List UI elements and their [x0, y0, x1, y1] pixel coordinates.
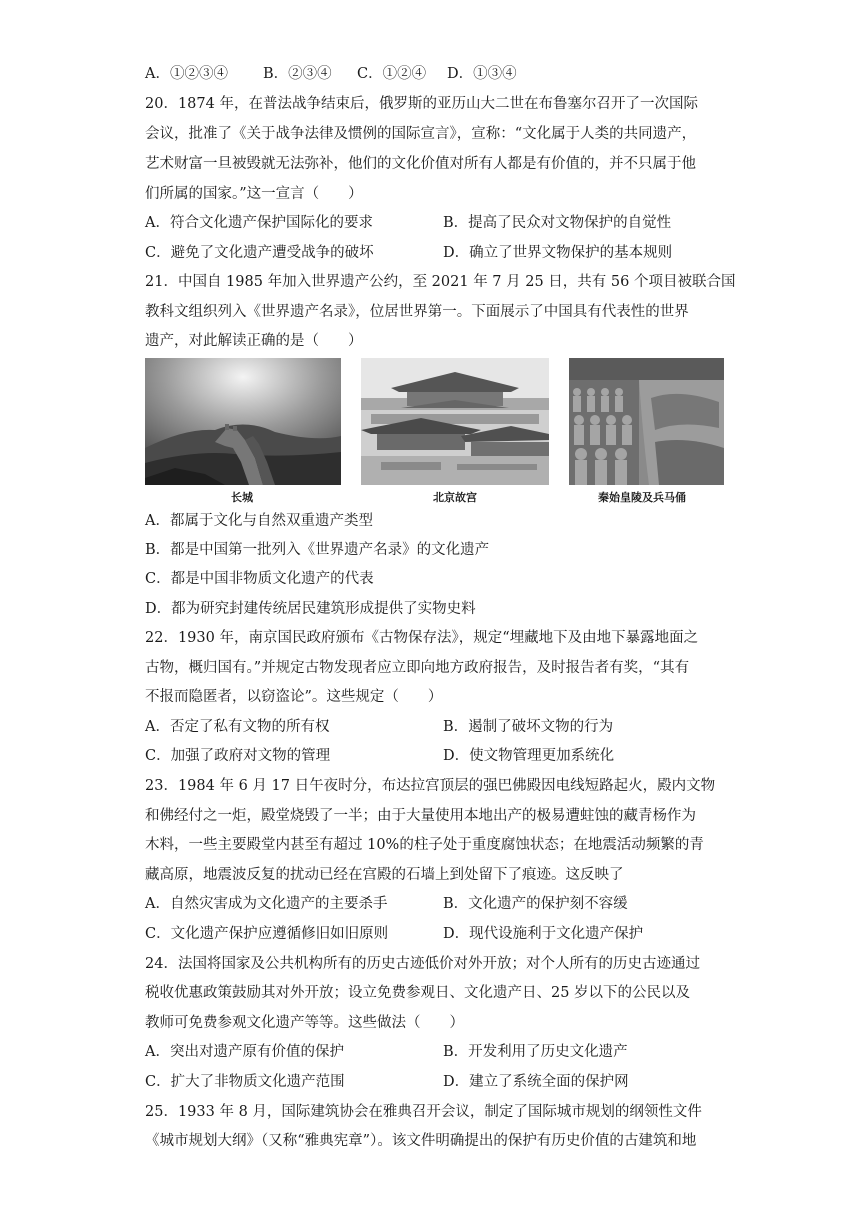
q20-stem-line: 们所属的国家。”这一宣言（ ）: [145, 186, 363, 202]
q25-stem-line: 25．1933 年 8 月，国际建筑协会在雅典召开会议，制定了国际城市规划的纲领性文件: [145, 1104, 702, 1120]
q20-option-c: C．避免了文化遗产遭受战争的破坏: [145, 245, 374, 261]
q21-option-c: C．都是中国非物质文化遗产的代表: [145, 571, 374, 587]
q22-option-b: B．遏制了破坏文物的行为: [443, 719, 614, 735]
q22-option-d: D．使文物管理更加系统化: [443, 748, 615, 764]
q20-stem-line: 艺术财富一旦被毁就无法弥补，他们的文化价值对所有人都是有价值的，并不只属于他: [145, 156, 696, 172]
q24-option-d: D．建立了系统全面的保护网: [443, 1074, 629, 1090]
q20-option-b: B．提高了民众对文物保护的自觉性: [443, 215, 672, 231]
q24-option-a: A．突出对遗产原有价值的保护: [145, 1044, 344, 1060]
q22-stem-line: 22．1930 年，南京国民政府颁布《古物保存法》，规定“埋藏地下及由地下暴露地面之: [145, 630, 699, 646]
q19-option-a: A．①②③④: [145, 66, 228, 82]
q22-option-c: C．加强了政府对文物的管理: [145, 748, 331, 764]
q23-option-b: B．文化遗产的保护刻不容缓: [443, 896, 628, 912]
q21-option-d: D．都为研究封建传统居民建筑形成提供了实物史料: [145, 601, 476, 617]
q21-option-b: B．都是中国第一批列入《世界遗产名录》的文化遗产: [145, 542, 490, 558]
great-wall-photo: [145, 358, 341, 485]
q20-option-d: D．确立了世界文物保护的基本规则: [443, 245, 673, 261]
q20-stem-line: 会议，批准了《关于战争法律及惯例的国际宣言》，宣称：“文化属于人类的共同遗产，: [145, 126, 697, 142]
photo-caption-forbidden-city: 北京故宫: [433, 491, 477, 504]
q23-option-d: D．现代设施利于文化遗产保护: [443, 926, 644, 942]
q21-stem-line: 教科文组织列入《世界遗产名录》，位居世界第一。下面展示了中国具有代表性的世界: [145, 304, 689, 320]
q23-stem-line: 和佛经付之一炬，殿堂烧毁了一半；由于大量使用本地出产的极易遭蛀蚀的藏青杨作为: [145, 808, 696, 824]
q25-stem-line: 《城市规划大纲》（又称“雅典宪章”）。该文件明确提出的保护有历史价值的古建筑和地: [145, 1133, 697, 1149]
q23-stem-line: 23．1984 年 6 月 17 日午夜时分，布达拉宫顶层的强巴佛殿因电线短路起火，殿内文物: [145, 778, 716, 794]
q24-stem-line: 24．法国将国家及公共机构所有的历史古迹低价对外开放；对个人所有的历史古迹通过: [145, 956, 700, 972]
q19-option-c: C．①②④: [357, 66, 427, 82]
q22-stem-line: 古物，概归国有。”并规定古物发现者应立即向地方政府报告，及时报告者有奖，“其有: [145, 660, 690, 676]
terracotta-army-photo: [569, 358, 724, 485]
q20-option-a: A．符合文化遗产保护国际化的要求: [145, 215, 373, 231]
q24-stem-line: 税收优惠政策鼓励其对外开放；设立免费参观日、文化遗产日、25 岁以下的公民以及: [145, 985, 691, 1001]
q19-option-d: D．①③④: [447, 66, 517, 82]
q24-option-b: B．开发利用了历史文化遗产: [443, 1044, 628, 1060]
q24-stem-line: 教师可免费参观文化遗产等等。这些做法（ ）: [145, 1015, 464, 1031]
q22-option-a: A．否定了私有文物的所有权: [145, 719, 330, 735]
q23-option-a: A．自然灾害成为文化遗产的主要杀手: [145, 896, 388, 912]
photo-caption-terracotta-army: 秦始皇陵及兵马俑: [598, 491, 686, 504]
q24-option-c: C．扩大了非物质文化遗产范围: [145, 1074, 345, 1090]
q23-option-c: C．文化遗产保护应遵循修旧如旧原则: [145, 926, 389, 942]
q22-stem-line: 不报而隐匿者，以窃盗论”。这些规定（ ）: [145, 689, 443, 705]
q21-stem-line: 21．中国自 1985 年加入世界遗产公约，至 2021 年 7 月 25 日，共有 56 个项目被联合国: [145, 274, 736, 290]
q19-option-b: B．②③④: [263, 66, 332, 82]
q23-stem-line: 藏高原，地震波反复的扰动已经在宫殿的石墙上到处留下了痕迹。这反映了: [145, 867, 624, 883]
q23-stem-line: 木料，一些主要殿堂内甚至有超过 10%的柱子处于重度腐蚀状态；在地震活动频繁的青: [145, 837, 704, 853]
q21-option-a: A．都属于文化与自然双重遗产类型: [145, 513, 373, 529]
forbidden-city-photo: [361, 358, 549, 485]
q21-stem-line: 遗产，对此解读正确的是（ ）: [145, 333, 363, 349]
photo-caption-great-wall: 长城: [231, 491, 253, 504]
q20-stem-line: 20．1874 年，在普法战争结束后，俄罗斯的亚历山大二世在布鲁塞尔召开了一次国际: [145, 96, 698, 112]
